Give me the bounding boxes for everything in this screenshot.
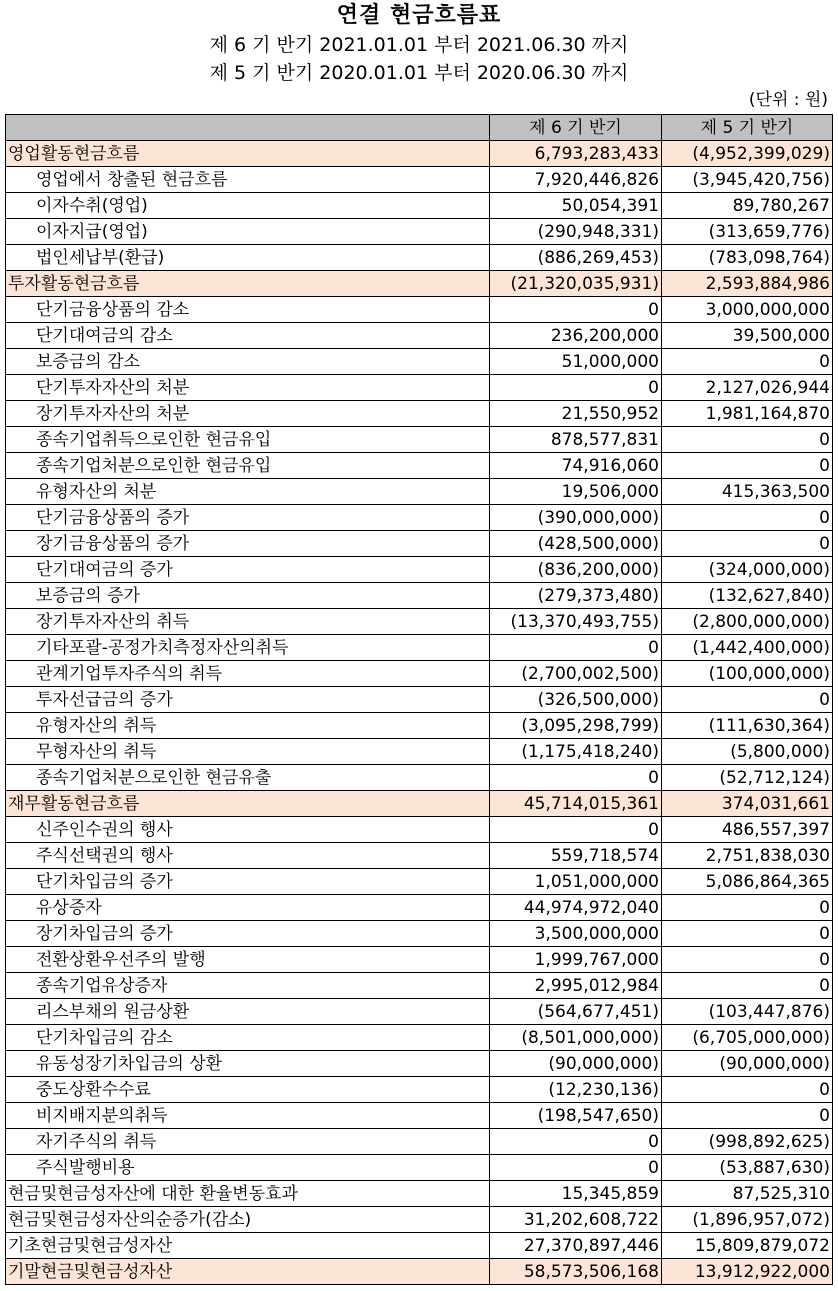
current-period-value: (21,320,035,931) <box>490 271 662 297</box>
table-row <box>6 401 833 427</box>
section-row <box>6 1259 833 1285</box>
prior-period-value: (3,945,420,756) <box>662 167 833 193</box>
row-label: 현금및현금성자산에 대한 환율변동효과 <box>6 1181 490 1207</box>
table-row <box>6 713 833 739</box>
table-row <box>6 583 833 609</box>
table-row <box>6 453 833 479</box>
row-label: 투자선급금의 증가 <box>6 687 490 713</box>
row-label: 자기주식의 취득 <box>6 1129 490 1155</box>
current-period-value: 0 <box>490 817 662 843</box>
table-row <box>6 167 833 193</box>
row-label: 이자지급(영업) <box>6 219 490 245</box>
row-label: 장기차입금의 증가 <box>6 921 490 947</box>
row-label: 주식발행비용 <box>6 1155 490 1181</box>
prior-period-value: (132,627,840) <box>662 583 833 609</box>
row-label: 종속기업유상증자 <box>6 973 490 999</box>
table-row <box>6 765 833 791</box>
current-period-value: 2,995,012,984 <box>490 973 662 999</box>
table-row <box>6 687 833 713</box>
prior-period-value: (1,442,400,000) <box>662 635 833 661</box>
current-period-value: (290,948,331) <box>490 219 662 245</box>
prior-period-value: (90,000,000) <box>662 1051 833 1077</box>
prior-period-value: 0 <box>662 505 833 531</box>
table-row <box>6 557 833 583</box>
current-period-value: 74,916,060 <box>490 453 662 479</box>
table-row <box>6 973 833 999</box>
prior-period-value: 13,912,922,000 <box>662 1259 833 1285</box>
table-row <box>6 921 833 947</box>
current-period-value: 44,974,972,040 <box>490 895 662 921</box>
prior-period-value: 0 <box>662 427 833 453</box>
row-label: 유동성장기차입금의 상환 <box>6 1051 490 1077</box>
current-period-value: (1,175,418,240) <box>490 739 662 765</box>
current-period-value: 50,054,391 <box>490 193 662 219</box>
row-label: 관계기업투자주식의 취득 <box>6 661 490 687</box>
prior-period-value: 15,809,879,072 <box>662 1233 833 1259</box>
current-period-value: (13,370,493,755) <box>490 609 662 635</box>
prior-period-value: (324,000,000) <box>662 557 833 583</box>
table-row <box>6 297 833 323</box>
table-row <box>6 1181 833 1207</box>
prior-period-value: (103,447,876) <box>662 999 833 1025</box>
prior-period-value: (6,705,000,000) <box>662 1025 833 1051</box>
statement-title: 연결 현금흐름표 <box>336 3 502 28</box>
table-row <box>6 1051 833 1077</box>
section-row <box>6 271 833 297</box>
header-prior-period: 제 5 기 반기 <box>662 115 833 141</box>
row-label: 투자활동현금흐름 <box>6 271 490 297</box>
current-period-value: 31,202,608,722 <box>490 1207 662 1233</box>
row-label: 단기금융상품의 증가 <box>6 505 490 531</box>
prior-period-value: 0 <box>662 921 833 947</box>
table-row <box>6 1103 833 1129</box>
table-row <box>6 817 833 843</box>
current-period-value: (428,500,000) <box>490 531 662 557</box>
row-label: 영업에서 창출된 현금흐름 <box>6 167 490 193</box>
row-label: 신주인수권의 행사 <box>6 817 490 843</box>
prior-period-value: 0 <box>662 947 833 973</box>
current-period-value: 236,200,000 <box>490 323 662 349</box>
prior-period-value: 0 <box>662 453 833 479</box>
current-period-value: 6,793,283,433 <box>490 141 662 167</box>
prior-period-value: (1,896,957,072) <box>662 1207 833 1233</box>
prior-period-value: 2,751,838,030 <box>662 843 833 869</box>
prior-period-value: (313,659,776) <box>662 219 833 245</box>
current-period-value: 0 <box>490 635 662 661</box>
table-row <box>6 739 833 765</box>
table-row <box>6 947 833 973</box>
current-period-value: 21,550,952 <box>490 401 662 427</box>
cash-flow-table <box>5 114 833 1285</box>
row-label: 장기투자자산의 취득 <box>6 609 490 635</box>
row-label: 단기대여금의 감소 <box>6 323 490 349</box>
table-row <box>6 1233 833 1259</box>
row-label: 장기투자자산의 처분 <box>6 401 490 427</box>
table-row <box>6 375 833 401</box>
row-label: 장기금융상품의 증가 <box>6 531 490 557</box>
current-period-value: (12,230,136) <box>490 1077 662 1103</box>
current-period-value: (2,700,002,500) <box>490 661 662 687</box>
table-row <box>6 1025 833 1051</box>
current-period-value: 51,000,000 <box>490 349 662 375</box>
prior-period-value: (2,800,000,000) <box>662 609 833 635</box>
row-label: 기타포괄-공정가치측정자산의취득 <box>6 635 490 661</box>
prior-period-value: 39,500,000 <box>662 323 833 349</box>
period-current: 제 6 기 반기 2021.01.01 부터 2021.06.30 까지 <box>209 34 629 56</box>
prior-period-value: 0 <box>662 531 833 557</box>
row-label: 현금및현금성자산의순증가(감소) <box>6 1207 490 1233</box>
prior-period-value: 2,127,026,944 <box>662 375 833 401</box>
row-label: 무형자산의 취득 <box>6 739 490 765</box>
table-row <box>6 635 833 661</box>
current-period-value: 559,718,574 <box>490 843 662 869</box>
prior-period-value: 89,780,267 <box>662 193 833 219</box>
prior-period-value: (53,887,630) <box>662 1155 833 1181</box>
table-row <box>6 505 833 531</box>
current-period-value: 15,345,859 <box>490 1181 662 1207</box>
prior-period-value: 3,000,000,000 <box>662 297 833 323</box>
current-period-value: 19,506,000 <box>490 479 662 505</box>
row-label: 보증금의 증가 <box>6 583 490 609</box>
row-label: 단기금융상품의 감소 <box>6 297 490 323</box>
row-label: 비지배지분의취득 <box>6 1103 490 1129</box>
current-period-value: (326,500,000) <box>490 687 662 713</box>
current-period-value: 1,051,000,000 <box>490 869 662 895</box>
table-row <box>6 1129 833 1155</box>
current-period-value: 0 <box>490 765 662 791</box>
row-label: 유형자산의 취득 <box>6 713 490 739</box>
table-row <box>6 869 833 895</box>
current-period-value: 7,920,446,826 <box>490 167 662 193</box>
prior-period-value: 415,363,500 <box>662 479 833 505</box>
row-label: 유형자산의 처분 <box>6 479 490 505</box>
current-period-value: (90,000,000) <box>490 1051 662 1077</box>
table-row <box>6 1207 833 1233</box>
row-label: 종속기업처분으로인한 현금유입 <box>6 453 490 479</box>
prior-period-value: (100,000,000) <box>662 661 833 687</box>
table-row <box>6 193 833 219</box>
table-row <box>6 1077 833 1103</box>
row-label: 영업활동현금흐름 <box>6 141 490 167</box>
row-label: 단기차입금의 감소 <box>6 1025 490 1051</box>
current-period-value: 27,370,897,446 <box>490 1233 662 1259</box>
prior-period-value: 2,593,884,986 <box>662 271 833 297</box>
row-label: 기말현금및현금성자산 <box>6 1259 490 1285</box>
current-period-value: 45,714,015,361 <box>490 791 662 817</box>
prior-period-value: (5,800,000) <box>662 739 833 765</box>
table-row <box>6 219 833 245</box>
current-period-value: 1,999,767,000 <box>490 947 662 973</box>
row-label: 이자수취(영업) <box>6 193 490 219</box>
prior-period-value: 0 <box>662 349 833 375</box>
row-label: 유상증자 <box>6 895 490 921</box>
prior-period-value: 0 <box>662 895 833 921</box>
prior-period-value: 5,086,864,365 <box>662 869 833 895</box>
prior-period-value: (998,892,625) <box>662 1129 833 1155</box>
prior-period-value: 0 <box>662 1077 833 1103</box>
table-row <box>6 531 833 557</box>
row-label: 단기차입금의 증가 <box>6 869 490 895</box>
prior-period-value: 374,031,661 <box>662 791 833 817</box>
table-body <box>6 141 833 1285</box>
table-row <box>6 427 833 453</box>
table-row <box>6 349 833 375</box>
row-label: 재무활동현금흐름 <box>6 791 490 817</box>
table-row <box>6 843 833 869</box>
table-row <box>6 609 833 635</box>
current-period-value: 58,573,506,168 <box>490 1259 662 1285</box>
current-period-value: (3,095,298,799) <box>490 713 662 739</box>
row-label: 기초현금및현금성자산 <box>6 1233 490 1259</box>
section-row <box>6 141 833 167</box>
prior-period-value: 87,525,310 <box>662 1181 833 1207</box>
prior-period-value: 486,557,397 <box>662 817 833 843</box>
current-period-value: 0 <box>490 1155 662 1181</box>
row-label: 주식선택권의 행사 <box>6 843 490 869</box>
row-label: 중도상환수수료 <box>6 1077 490 1103</box>
row-label: 보증금의 감소 <box>6 349 490 375</box>
row-label: 전환상환우선주의 발행 <box>6 947 490 973</box>
current-period-value: 3,500,000,000 <box>490 921 662 947</box>
header-blank <box>6 115 490 141</box>
current-period-value: 878,577,831 <box>490 427 662 453</box>
current-period-value: (198,547,650) <box>490 1103 662 1129</box>
current-period-value: 0 <box>490 297 662 323</box>
current-period-value: (836,200,000) <box>490 557 662 583</box>
table-header-row <box>6 115 833 141</box>
row-label: 법인세납부(환급) <box>6 245 490 271</box>
prior-period-value: 0 <box>662 1103 833 1129</box>
period-prior: 제 5 기 반기 2020.01.01 부터 2020.06.30 까지 <box>209 62 629 84</box>
prior-period-value: 0 <box>662 973 833 999</box>
current-period-value: 0 <box>490 1129 662 1155</box>
prior-period-value: (52,712,124) <box>662 765 833 791</box>
row-label: 단기대여금의 증가 <box>6 557 490 583</box>
current-period-value: (390,000,000) <box>490 505 662 531</box>
row-label: 리스부채의 원금상환 <box>6 999 490 1025</box>
row-label: 단기투자자산의 처분 <box>6 375 490 401</box>
header-current-period: 제 6 기 반기 <box>490 115 662 141</box>
prior-period-value: (111,630,364) <box>662 713 833 739</box>
table-row <box>6 245 833 271</box>
section-row <box>6 791 833 817</box>
unit-label: (단위 : 원) <box>748 90 828 110</box>
current-period-value: (279,373,480) <box>490 583 662 609</box>
prior-period-value: 1,981,164,870 <box>662 401 833 427</box>
current-period-value: 0 <box>490 375 662 401</box>
current-period-value: (8,501,000,000) <box>490 1025 662 1051</box>
prior-period-value: 0 <box>662 687 833 713</box>
table-row <box>6 661 833 687</box>
table-row <box>6 323 833 349</box>
prior-period-value: (783,098,764) <box>662 245 833 271</box>
row-label: 종속기업취득으로인한 현금유입 <box>6 427 490 453</box>
table-row <box>6 479 833 505</box>
prior-period-value: (4,952,399,029) <box>662 141 833 167</box>
table-row <box>6 895 833 921</box>
table-row <box>6 1155 833 1181</box>
current-period-value: (564,677,451) <box>490 999 662 1025</box>
table-row <box>6 999 833 1025</box>
current-period-value: (886,269,453) <box>490 245 662 271</box>
row-label: 종속기업처분으로인한 현금유출 <box>6 765 490 791</box>
